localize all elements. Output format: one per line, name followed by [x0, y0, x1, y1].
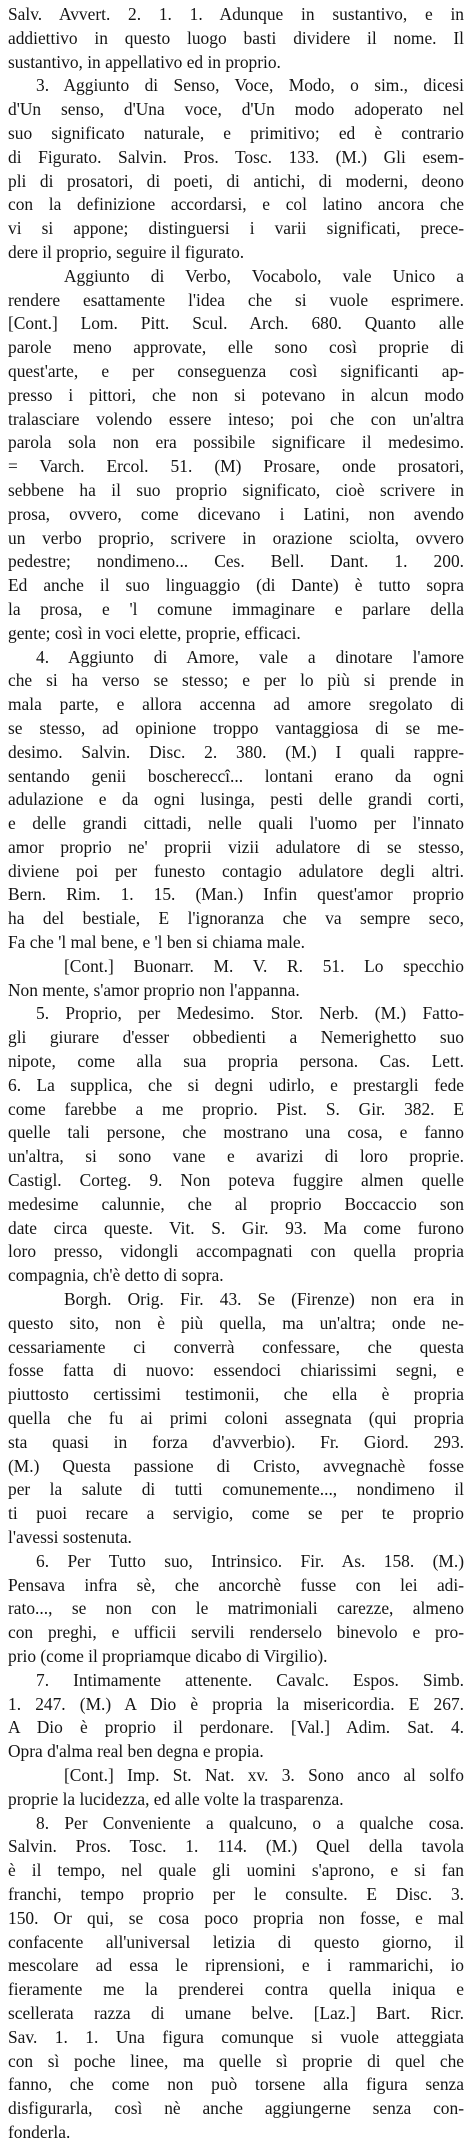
- text-line: sta quasi in forza d'avverbio). Fr. Giord. 293.: [8, 1431, 464, 1452]
- text-line: ha del bestiale, E l'ignoranza che va sempre seco,: [8, 908, 464, 929]
- text-line: compagnia, ch'è detto di sopra.: [8, 1265, 224, 1286]
- text-line: ti puoi recare a servigio, come se per te proprio: [8, 1503, 464, 1524]
- text-line: Castigl. Corteg. 9. Non poteva fuggire almen quelle: [8, 1170, 464, 1191]
- text-line: Sav. 1. 1. Una figura comunque si vuole atteggiata: [8, 2026, 464, 2047]
- text-line: e delle grandi cittadi, nelle quali l'uomo per l'innato: [8, 813, 464, 834]
- text-line: mala parte, e allora accenna ad amore sregolato di: [8, 694, 464, 715]
- text-line: se stesso, ad opinione troppo vantaggiosa di se me-: [8, 717, 464, 738]
- text-line: fosse fatta di nuovo: essendoci chiarissimi segni, e: [8, 1360, 464, 1381]
- text-line: Non mente, s'amor proprio non l'appanna.: [8, 979, 300, 1000]
- text-line: parola sola non era possibile significare il medesimo.: [8, 432, 464, 453]
- text-line: rato..., se non con le matrimoniali carezze, almeno: [8, 1598, 464, 1619]
- text-line: che si ha verso se stesso; e per lo più si prende in: [8, 670, 464, 691]
- text-line: gli giurare d'esser obbedienti a Nemerighetto suo: [8, 1027, 464, 1048]
- text-line: 4. Aggiunto di Amore, vale a dinotare l'amore: [36, 646, 464, 667]
- text-line: medesime calunnie, che al proprio Boccaccio son: [8, 1193, 464, 1214]
- text-line: = Varch. Ercol. 51. (M) Prosare, onde prosatori,: [8, 456, 464, 477]
- text-line: con preghi, e ufficii servili renderselo binevolo e pro-: [8, 1622, 464, 1643]
- text-line: date circa queste. Vit. S. Gir. 93. Ma come furono: [8, 1217, 464, 1238]
- text-line: quelle tali persone, che mostrano una cosa, e fanno: [8, 1122, 464, 1143]
- text-line: quella che fu ai primi coloni assegnata (qui propria: [8, 1408, 464, 1429]
- text-line: Ed anche il suo linguaggio (di Dante) è tutto sopra: [8, 575, 464, 596]
- text-line: vi si appone; distinguersi i varii significati, prece-: [8, 218, 464, 239]
- text-line: sebbene ha il suo proprio significato, cioè scrivere in: [8, 479, 464, 500]
- text-line: Salv. Avvert. 2. 1. 1. Adunque in sustantivo, e in: [8, 4, 464, 24]
- text-line: fanno, che come non può torsene alla figura senza: [8, 2074, 464, 2095]
- text-line: un verbo proprio, scrivere in orazione sciolta, ovvero: [8, 527, 464, 548]
- text-line: 5. Proprio, per Medesimo. Stor. Nerb. (M.) Fatto-: [36, 1003, 464, 1024]
- text-line: Pensava infra sè, che ancorchè fusse con lei adi-: [8, 1574, 464, 1595]
- text-line: disfigurarla, così nè anche aggiungerne senza con-: [8, 2098, 464, 2119]
- text-line: con sì poche linee, ma quelle sì proprie di quel che: [8, 2050, 464, 2071]
- text-line: Bern. Rim. 1. 15. (Man.) Infin quest'amor proprio: [8, 884, 464, 905]
- text-line: cessariamente ci converrà confessare, che questa: [8, 1336, 464, 1357]
- text-line: adulazione e da ogni lusinga, pesti delle grandi corti,: [8, 789, 464, 810]
- text-line: pli di prosatori, di poeti, di antichi, di moderni, deono: [8, 170, 464, 191]
- text-line: 150. Or qui, se cosa poco propria non fosse, e mal: [8, 1907, 464, 1928]
- text-line: di Figurato. Salvin. Pros. Tosc. 133. (M.) Gli esem-: [8, 146, 464, 167]
- text-line: sustantivo, in appellativo ed in proprio.: [8, 51, 281, 72]
- text-line: tralasciare volendo essere inteso; poi che con un'altra: [8, 408, 464, 429]
- text-line: la prosa, e 'l comune immaginare e parlare della: [8, 598, 464, 619]
- text-line: loro presso, vidongli accompagnati con quella propria: [8, 1241, 464, 1262]
- text-line: 3. Aggiunto di Senso, Voce, Modo, o sim., dicesi: [36, 75, 464, 96]
- text-line: [Cont.] Buonarr. M. V. R. 51. Lo specchio: [64, 955, 464, 976]
- text-line: Salvin. Pros. Tosc. 1. 114. (M.) Quel della tavola: [8, 1836, 464, 1857]
- text-line: l'avessi sostenuta.: [8, 1527, 132, 1547]
- text-line: come farebbe a me proprio. Pist. S. Gir. 382. E: [8, 1098, 464, 1119]
- text-line: questo sito, non è più quella, ma un'altra; onde ne-: [8, 1312, 464, 1333]
- text-line: diviene poi per funesto contagio adulatore degli altri.: [8, 860, 464, 881]
- text-line: quest'arte, e per conseguenza così significanti ap-: [8, 360, 464, 381]
- text-line: amor proprio ne' proprii vizii adulatore di se stesso,: [8, 836, 464, 857]
- text-line: per la salute di tutti comunemente..., nondimeno il: [8, 1479, 464, 1500]
- text-line: fieramente me la prenderei contra quella iniqua e: [8, 1979, 464, 2000]
- text-line: pedestre; nondimeno... Ces. Bell. Dant. 1. 200.: [8, 551, 464, 572]
- text-line: Fa che 'l mal bene, e 'l ben si chiama male.: [8, 932, 305, 953]
- text-line: nipote, come alla sua propria persona. Cas. Lett.: [8, 1051, 464, 1072]
- text-line: d'Un senso, d'Una voce, d'Un modo adoperato nel: [8, 99, 464, 120]
- text-line: gente; così in voci elette, proprie, efficaci.: [8, 622, 301, 643]
- text-line: addiettivo in questo luogo basti dividere il nome. Il: [8, 27, 464, 48]
- text-line: A Dio è proprio il perdonare. [Val.] Adim. Sat. 4.: [8, 1717, 464, 1738]
- text-line: è il tempo, nel quale gli uomini s'aprono, e si fan: [8, 1860, 464, 1881]
- text-line: 6. La supplica, che si degni udirlo, e prestargli fede: [8, 1074, 464, 1095]
- text-line: presso i pittori, che non si potevano in alcun modo: [8, 384, 464, 405]
- text-line: parole meno approvate, elle sono così proprie di: [8, 337, 464, 358]
- text-line: sentando genii boschereccî... lontani erano da ogni: [8, 765, 464, 786]
- text-line: dere il proprio, seguire il figurato.: [8, 241, 245, 262]
- text-line: mescolare ad essa le riprensioni, e i rammarichi, io: [8, 1955, 464, 1976]
- text-line: prio (come il propriamque dicabo di Virgilio).: [8, 1645, 328, 1666]
- text-line: (M.) Questa passione di Cristo, avvegnachè fosse: [8, 1455, 464, 1476]
- text-line: 7. Intimamente attenente. Cavalc. Espos. Simb.: [36, 1669, 464, 1690]
- text-line: un'altra, si sono vane e avarizi di loro proprie.: [8, 1146, 464, 1167]
- text-line: proprie la lucidezza, ed alle volte la trasparenza.: [8, 1788, 344, 1809]
- text-line: 1. 247. (M.) A Dio è propria la misericordia. E 267.: [8, 1693, 464, 1714]
- text-line: rendere esattamente l'idea che si vuole esprimere.: [8, 289, 464, 310]
- text-line: [Cont.] Imp. St. Nat. xv. 3. Sono anco al solfo: [64, 1764, 464, 1785]
- text-line: Aggiunto di Verbo, Vocabolo, vale Unico a: [64, 265, 464, 286]
- text-line: suo significato naturale, e primitivo; ed è contrario: [8, 122, 464, 143]
- text-line: prosa, ovvero, come dicevano i Latini, non avendo: [8, 503, 464, 524]
- text-line: [Cont.] Lom. Pitt. Scul. Arch. 680. Quanto alle: [8, 313, 464, 334]
- text-line: fonderla.: [8, 2121, 71, 2142]
- text-line: desimo. Salvin. Disc. 2. 380. (M.) I quali rappre-: [8, 741, 464, 762]
- text-line: con la definizione accordarsi, e col latino ancora che: [8, 194, 464, 215]
- text-line: 6. Per Tutto suo, Intrinsico. Fir. As. 158. (M.): [36, 1550, 464, 1571]
- text-line: confacente all'universal letizia di questo giorno, il: [8, 1931, 464, 1952]
- text-line: Borgh. Orig. Fir. 43. Se (Firenze) non era in: [64, 1289, 464, 1310]
- text-line: scellerata razza di umane belve. [Laz.] Bart. Ricr.: [8, 2002, 464, 2023]
- text-line: Opra d'alma real ben degna e propia.: [8, 1741, 264, 1762]
- text-line: 8. Per Conveniente a qualcuno, o a qualche cosa.: [36, 1812, 464, 1833]
- text-line: franchi, tempo proprio per le consulte. E Disc. 3.: [8, 1883, 464, 1904]
- text-line: piuttosto certissimi testimonii, che ella è propria: [8, 1384, 464, 1405]
